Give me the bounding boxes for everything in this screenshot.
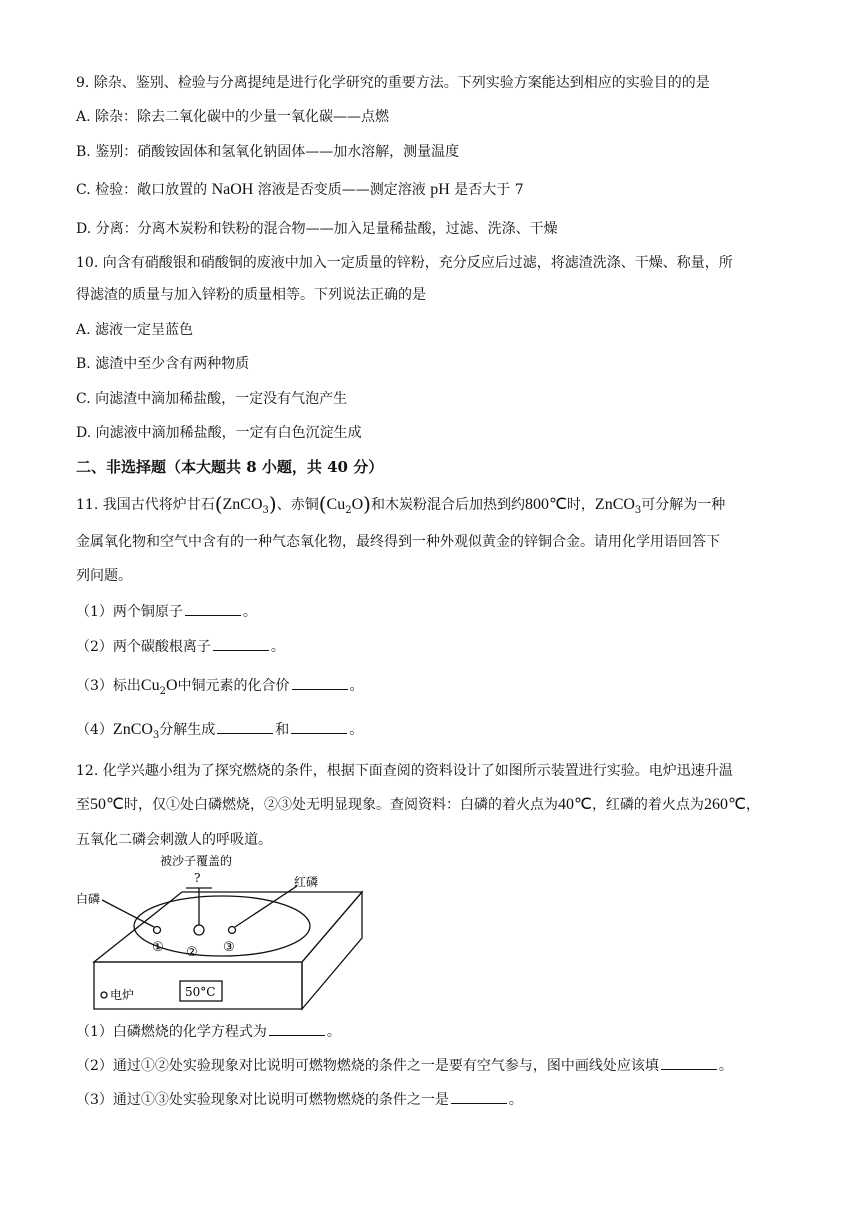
q12-sub2 (76, 1055, 733, 1076)
q12-stem-line1: 12. 化学兴趣小组为了探究燃烧的条件，根据下面查阅的资料设计了如图所示装置进行实验。电炉迅速升温 (76, 763, 733, 779)
q9-c-text: C. 检验：敞口放置的 (76, 182, 212, 198)
q12-stem-line3: 五氧化二磷会刺激人的呼吸道。 (76, 832, 272, 848)
ph-symbol: pH (430, 181, 450, 198)
temperature: 40℃ (557, 796, 592, 813)
q10-option-b: B. 滤渣中至少含有两种物质 (76, 356, 250, 372)
q11-sub3-text2: 中铜元素的化合价 (177, 678, 290, 694)
q9-option-a: A. 除杂：除去二氧化碳中的少量一氧化碳——点燃 (76, 109, 390, 125)
answer-blank[interactable] (185, 601, 241, 616)
q11-stem-line2: 金属氧化物和空气中含有的一种气态氧化物，最终得到一种外观似黄金的锌铜合金。请用化学用语回答下 (76, 534, 720, 550)
q12-stem-line2 (76, 795, 760, 815)
q11-sub4-text2: 分解生成 (159, 722, 216, 738)
period: 。 (242, 604, 257, 620)
q11-text: 时， (566, 497, 595, 513)
q11-sub3 (76, 675, 364, 702)
q11-sub4 (76, 719, 363, 746)
answer-blank[interactable] (217, 719, 273, 734)
q11-sub2-text: （2）两个碳酸根离子 (76, 639, 211, 655)
period: 。 (326, 1024, 341, 1040)
znco3-formula: ZnCO (222, 496, 263, 513)
q11-sub2 (76, 636, 285, 657)
q10-option-d: D. 向滤液中滴加稀盐酸，一定有白色沉淀生成 (76, 425, 362, 441)
q9-c-text2: 溶液是否变质——测定溶液 (253, 182, 431, 198)
answer-blank[interactable] (451, 1089, 507, 1104)
oxygen-symbol: O (351, 496, 364, 513)
q9-stem: 9. 除杂、鉴别、检验与分离提纯是进行化学研究的重要方法。下列实验方案能达到相应的实验目的的是 (76, 75, 710, 91)
subscript: 2 (159, 686, 166, 697)
temperature: 50℃ (90, 796, 124, 813)
q10-stem-line1: 10. 向含有硝酸银和硝酸铜的废液中加入一定质量的锌粉，充分反应后过滤，将滤渣洗涤、干燥、称量，所 (76, 255, 733, 271)
q11-sub4-text: （4） (76, 722, 113, 738)
furnace-diagram (72, 854, 372, 1014)
q10-option-c: C. 向滤渣中滴加稀盐酸，一定没有气泡产生 (76, 391, 348, 407)
answer-blank[interactable] (292, 675, 348, 690)
cu2o-formula: Cu (326, 496, 346, 513)
answer-blank[interactable] (269, 1021, 325, 1036)
temperature-display: 50°C (185, 985, 216, 999)
q11-text: 可分解为一种 (641, 497, 726, 513)
temperature: 260℃ (703, 796, 746, 813)
q11-text: 11. 我国古代将炉甘石 (76, 497, 215, 513)
q9-option-b: B. 鉴别：硝酸铵固体和氢氧化钠固体——加水溶解，测量温度 (76, 144, 460, 160)
q10-stem-line2: 得滤渣的质量与加入锌粉的质量相等。下列说法正确的是 (76, 287, 426, 303)
q10-option-a: A. 滤液一定呈蓝色 (76, 322, 194, 338)
q11-text: 和木炭粉混合后加热到约 (370, 497, 525, 513)
answer-blank[interactable] (291, 719, 347, 734)
q11-sub3-text: （3）标出 (76, 678, 141, 694)
marker-1: ① (152, 940, 164, 955)
naoh-formula: NaOH (211, 181, 254, 198)
red-phosphorus-label: 红磷 (294, 875, 319, 889)
question-mark: ? (194, 871, 201, 885)
q11-stem-line3: 列问题。 (76, 568, 132, 584)
q9-option-c (76, 180, 524, 200)
subscript: 3 (634, 505, 642, 516)
q12-text: ， (745, 797, 760, 813)
q11-sub1-text: （1）两个铜原子 (76, 604, 183, 620)
answer-blank[interactable] (213, 636, 269, 651)
furnace-label: 电炉 (110, 988, 135, 1002)
section-heading: 二、非选择题（本大题共 8 小题，共 40 分） (76, 458, 384, 476)
period: 。 (349, 678, 364, 694)
q12-text: 时，仅①处白磷燃烧，②③处无明显现象。查阅资料：白磷的着火点为 (123, 797, 558, 813)
marker-3: ③ (223, 940, 235, 955)
temperature: 800℃ (524, 496, 567, 513)
q12-sub3-text: （3）通过①③处实验现象对比说明可燃物燃烧的条件之一是 (76, 1092, 449, 1108)
subscript: 3 (152, 730, 160, 741)
cu2o-formula: Cu (140, 677, 160, 694)
znco3-formula: ZnCO (594, 496, 635, 513)
period: 。 (270, 639, 285, 655)
q12-sub1 (76, 1021, 341, 1042)
q9-option-d: D. 分离：分离木炭粉和铁粉的混合物——加入足量稀盐酸，过滤、洗涤、干燥 (76, 221, 558, 237)
znco3-formula: ZnCO (112, 721, 153, 738)
subscript: 3 (262, 505, 269, 516)
q11-text: 、赤铜 (276, 497, 319, 513)
answer-blank[interactable] (661, 1055, 717, 1070)
oxygen-symbol: O (165, 677, 178, 694)
subscript: 2 (345, 505, 352, 516)
white-phosphorus-label: 白磷 (76, 892, 101, 906)
q12-sub2-text: （2）通过①②处实验现象对比说明可燃物燃烧的条件之一是要有空气参与，图中画线处应该填 (76, 1058, 659, 1074)
q12-sub1-text: （1）白磷燃烧的化学方程式为 (76, 1024, 267, 1040)
sand-label: 被沙子覆盖的 (160, 854, 233, 868)
period: 。 (718, 1058, 733, 1074)
q11-stem-line1: 11. 我国古代将炉甘石(ZnCO$_3$)、赤铜$(Cu_2O)$和木炭粉混合后加热到约800℃时，ZnCO$_3$可分解为一种 (76, 492, 726, 516)
marker-2: ② (186, 945, 198, 960)
q9-c-text3: 是否大于 7 (449, 182, 524, 198)
q12-sub3 (76, 1089, 523, 1110)
period: 。 (508, 1092, 523, 1108)
q12-text: ，红磷的着火点为 (591, 797, 704, 813)
period: 。 (349, 722, 364, 738)
q12-text: 至 (76, 797, 90, 813)
and-word: 和 (275, 722, 290, 738)
q11-sub1 (76, 601, 257, 622)
